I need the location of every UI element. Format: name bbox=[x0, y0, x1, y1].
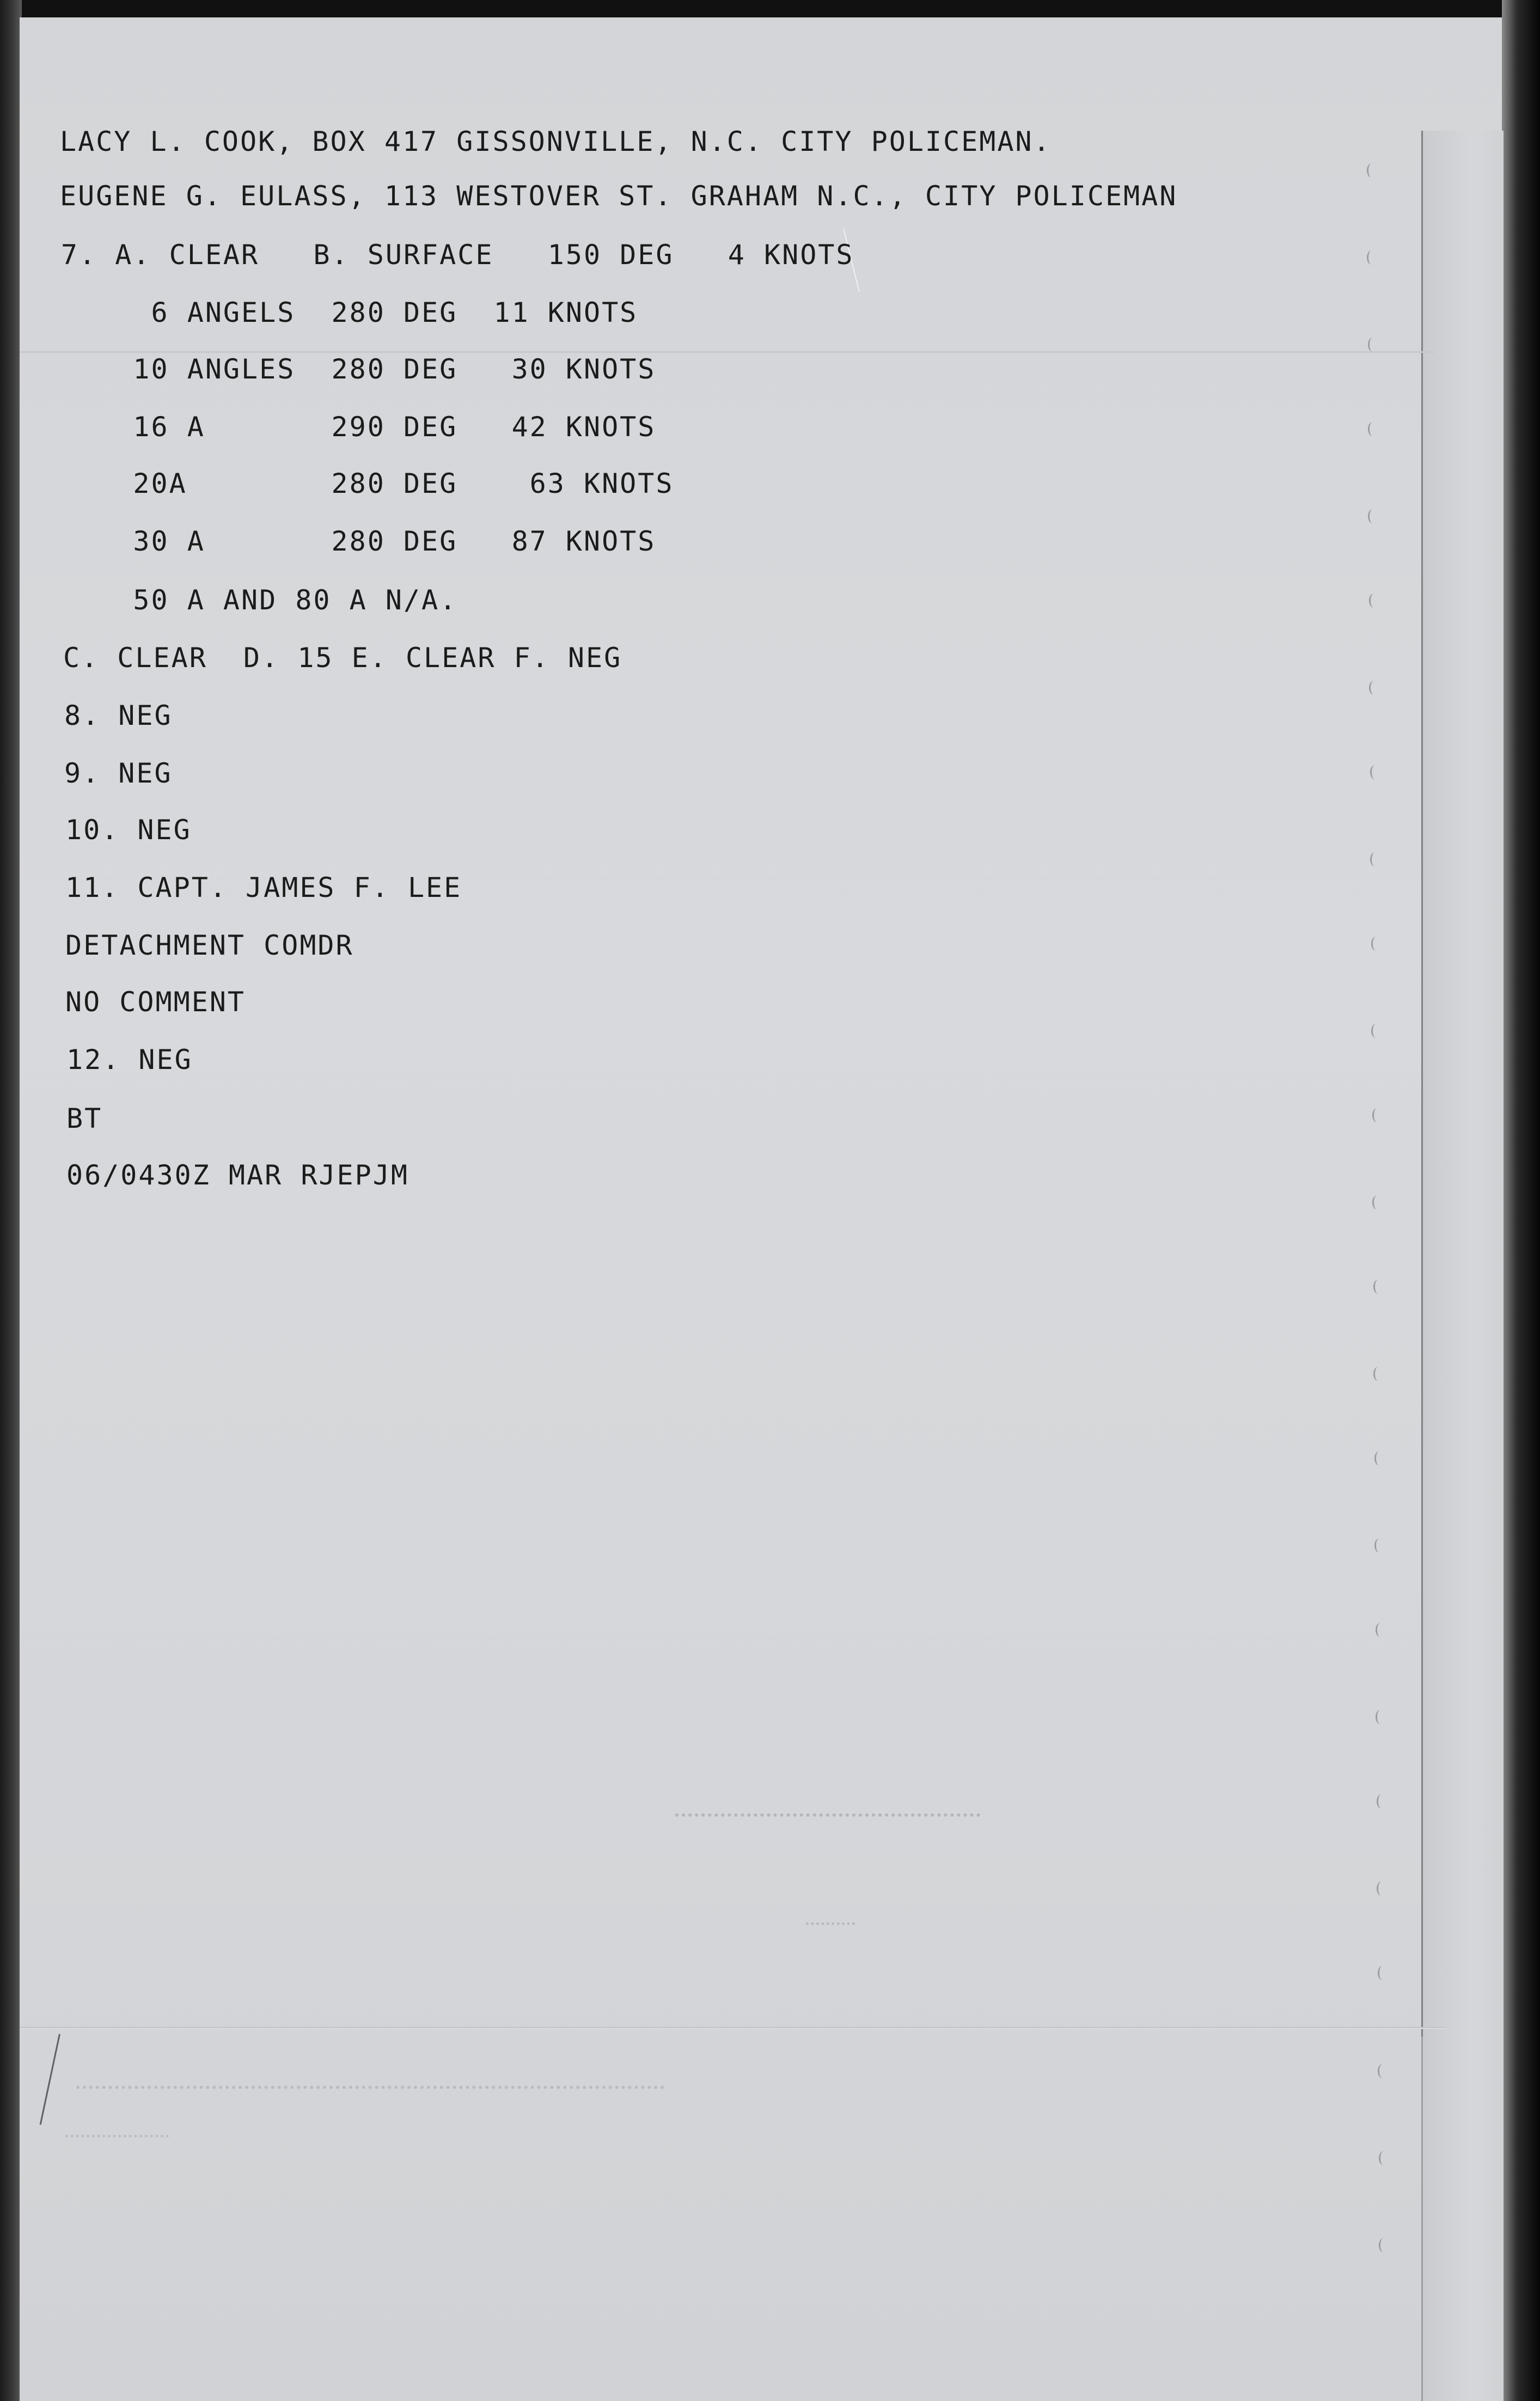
sprocket-hole bbox=[1372, 1108, 1382, 1122]
sprocket-hole bbox=[1374, 1451, 1384, 1465]
sprocket-hole bbox=[1368, 422, 1377, 436]
doc-line-16: NO COMMENT bbox=[65, 986, 246, 1018]
sprocket-hole bbox=[1379, 2238, 1388, 2252]
bleed-through-mark bbox=[65, 2118, 169, 2137]
sprocket-hole bbox=[1379, 2151, 1388, 2165]
doc-line-13: 10. NEG bbox=[65, 814, 192, 846]
sheet-fold-vertical bbox=[1421, 131, 1423, 2037]
doc-line-10: C. CLEAR D. 15 E. CLEAR F. NEG bbox=[63, 642, 622, 674]
doc-line-8: 30 A 280 DEG 87 KNOTS bbox=[61, 526, 656, 557]
doc-line-15: DETACHMENT COMDR bbox=[65, 930, 354, 961]
sprocket-hole bbox=[1369, 681, 1378, 695]
sprocket-hole bbox=[1371, 937, 1380, 951]
sprocket-hole bbox=[1373, 1367, 1383, 1381]
doc-line-12: 9. NEG bbox=[64, 757, 173, 789]
bleed-through-mark bbox=[806, 1911, 855, 1925]
sprocket-hole bbox=[1371, 1024, 1380, 1038]
sprocket-hole bbox=[1376, 1623, 1385, 1637]
doc-line-9: 50 A AND 80 A N/A. bbox=[61, 584, 458, 616]
sprocket-hole bbox=[1378, 2064, 1387, 2078]
doc-line-11: 8. NEG bbox=[64, 700, 173, 731]
doc-line-4: 6 ANGELS 280 DEG 11 KNOTS bbox=[61, 297, 638, 328]
scanner-right-edge bbox=[1502, 0, 1540, 2401]
sprocket-hole bbox=[1376, 1710, 1385, 1724]
doc-line-18: BT bbox=[66, 1103, 103, 1134]
doc-line-1: LACY L. COOK, BOX 417 GISSONVILLE, N.C. CITY POLICEMAN. bbox=[60, 126, 1052, 157]
sprocket-hole bbox=[1367, 163, 1376, 178]
bleed-through-mark bbox=[675, 1792, 980, 1817]
doc-line-19: 06/0430Z MAR RJEPJM bbox=[66, 1159, 409, 1191]
sheet-fold-horizontal bbox=[20, 2027, 1446, 2029]
back-sheet bbox=[1421, 131, 1504, 2401]
doc-line-5: 10 ANGLES 280 DEG 30 KNOTS bbox=[61, 353, 656, 385]
sprocket-hole bbox=[1368, 509, 1377, 523]
sprocket-hole bbox=[1368, 338, 1377, 352]
sprocket-hole bbox=[1367, 251, 1376, 265]
bleed-through-mark bbox=[76, 2064, 664, 2089]
doc-line-7: 20A 280 DEG 63 KNOTS bbox=[61, 468, 674, 499]
doc-line-2: EUGENE G. EULASS, 113 WESTOVER ST. GRAHAM N.C., CITY POLICEMAN bbox=[60, 180, 1178, 212]
sprocket-hole bbox=[1369, 594, 1378, 608]
doc-line-17: 12. NEG bbox=[66, 1044, 193, 1076]
doc-line-6: 16 A 290 DEG 42 KNOTS bbox=[61, 411, 656, 443]
sprocket-hole bbox=[1370, 852, 1379, 866]
sprocket-hole bbox=[1374, 1538, 1384, 1553]
sprocket-hole bbox=[1372, 1195, 1382, 1209]
scanner-left-edge bbox=[0, 0, 22, 2401]
sprocket-hole bbox=[1378, 1966, 1387, 1980]
doc-line-3: 7. A. CLEAR B. SURFACE 150 DEG 4 KNOTS bbox=[61, 239, 854, 271]
sprocket-hole bbox=[1373, 1280, 1383, 1294]
doc-line-14: 11. CAPT. JAMES F. LEE bbox=[65, 872, 462, 903]
sprocket-hole bbox=[1370, 765, 1379, 779]
sprocket-hole bbox=[1377, 1881, 1386, 1896]
sprocket-hole bbox=[1377, 1794, 1386, 1809]
